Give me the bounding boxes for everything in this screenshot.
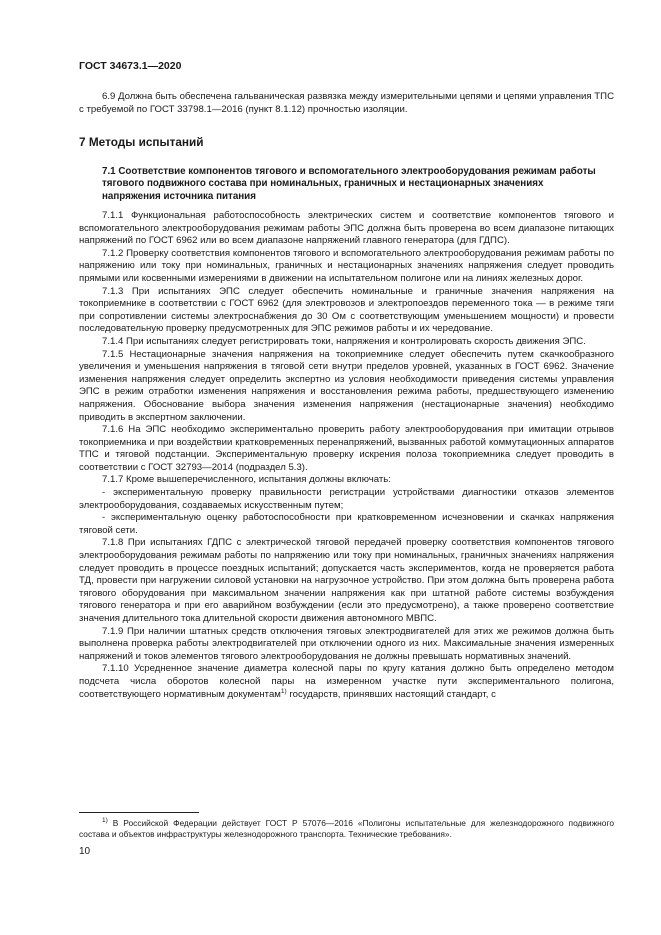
paragraph-7-1-4: 7.1.4 При испытаниях следует регистрировать токи, напряжения и контролировать скорость движения ЭПС. <box>102 335 586 347</box>
paragraph-7-1-10-text: 7.1.10 Усредненное значение диаметра колесной пары по кругу катания должно быть определено методом подсчета числа оборотов колесной пары на измеренном участке пути экспериментального полигона, соответствующего нормативным документам <box>79 663 614 700</box>
paragraph-7-1-5: 7.1.5 Нестационарные значения напряжения на токоприемнике следует обеспечить путем скачкообразного увеличения и уменьшения напряжения в тяговой сети внутри пределов уровней, указанных в ГОСТ 6962. Значение изменения напряжения следует определить экспертно из условия необходимости приведения системы управления ЭПС в режим отработки изменения напряжения и восстановления режима работы, предшествующего изменению напряжения. Обоснование выбора значения изменения напряжения (нестационарные значения) необходимо приводить в экспертном заключении. <box>79 348 614 423</box>
document-header-code: ГОСТ 34673.1—2020 <box>79 60 182 72</box>
paragraph-7-1-1: 7.1.1 Функциональная работоспособность электрических систем и соответствие компонентов тягового и вспомогательного электрооборудования режимам работы ЭПС должна быть проверена во всем диапазоне питающих напряжений по ГОСТ 6962 или во всем диапазоне напряжений главного генератора (для ГДПС). <box>79 210 614 247</box>
section-title: 7 Методы испытаний <box>79 135 204 149</box>
subsection-title: 7.1 Соответствие компонентов тягового и вспомогательного электрооборудования режимам работы тягового подвижного состава при номинальных, граничных и нестационарных значениях напряжения источника питания <box>102 166 596 202</box>
page-number: 10 <box>79 846 91 857</box>
paragraph-7-1-6: 7.1.6 На ЭПС необходимо экспериментально проверить работу электрооборудования при имитации отрывов токоприемника и при воздействии кратковременных перенапряжений, вызванных работой коммутационных аппаратов ТПС и тяговой подстанции. Экспериментальную проверку искрения полоза токоприемника следует проводить в соответствии с ГОСТ 32793—2014 (подраздел 5.3). <box>79 424 614 473</box>
footnote <box>79 818 614 840</box>
footnote-marker: 1) <box>102 817 108 824</box>
paragraph-6-9: 6.9 Должна быть обеспечена гальваническая развязка между измерительными цепями и цепями управления ТПС с требуемой по ГОСТ 33798.1—2016 (пункт 8.1.12) прочностью изоляции. <box>79 91 614 115</box>
paragraph-7-1-2: 7.1.2 Проверку соответствия компонентов тягового и вспомогательного электрооборудования режимам работы по напряжению или току при номинальных, граничных и нестационарных значениях напряжения следует проводить прямыми или косвенными измерениями в движении на испытательном полигоне или на линиях железных дорог. <box>79 247 614 284</box>
footnote-divider <box>79 812 199 813</box>
list-item: - экспериментальную оценку работоспособности при кратковременном исчезновении и скачках напряжения тяговой сети. <box>79 512 614 536</box>
footnote-reference: 1) <box>280 687 287 695</box>
intro-block <box>79 91 614 116</box>
footnote-text: В Российской Федерации действует ГОСТ Р 57076—2016 «Полигоны испытательные для железнодорожного подвижного состава и объектов инфраструктуры железнодорожного транспорта. Технические требования». <box>79 818 614 839</box>
paragraph-7-1-7: 7.1.7 Кроме вышеперечисленного, испытания должны включать: <box>102 474 391 486</box>
paragraph-7-1-3: 7.1.3 При испытаниях ЭПС следует обеспечить номинальные и граничные значения напряжения на токоприемнике в соответствии с ГОСТ 6962 (для электровозов и электропоездов переменного тока — в режиме тяги при сопротивлении системы электроснабжения до 30 Ом с соответствующим уменьшением мощности) и провести последовательную проверку предусмотренных для ЭПС режимов работы и их чередование. <box>79 285 614 335</box>
paragraph-7-1-8: 7.1.8 При испытаниях ГДПС с электрической тяговой передачей проверку соответствия компонентов тягового электрооборудования режимам работы по напряжению или току при номинальных, граничных значениях напряжения следует проводить в процессе поездных испытаний; допускается часть экспериментов, когда не проверяется работа ТД, провести при нагружении силовой установки на нагрузочное устройство. При этом должна быть проверена работа тягового оборудования при максимальном значении напряжения как при штатной работе системы возбуждения тягового генератора и при его аварийном возбуждении (если это предусмотрено), а также проверено соответствие значения длительного тока длительной скорости движения автономного МВПС. <box>79 537 614 624</box>
main-text-block <box>79 210 614 701</box>
paragraph-7-1-9: 7.1.9 При наличии штатных средств отключения тяговых электродвигателей для этих же режимов должна быть выполнена проверка работы электродвигателей при отключении одного из них. Максимальные значения измеренных напряжений и токов элементов тягового электрооборудования не должны превышать нормативных значений. <box>79 625 614 662</box>
paragraph-7-1-10 <box>79 663 614 701</box>
paragraph-7-1-10-tail: государств, принявших настоящий стандарт, с <box>286 688 496 700</box>
list-item: - экспериментальную проверку правильности регистрации устройствами диагностики отказов элементов электрооборудования, создаваемых искусственным путем; <box>79 487 614 511</box>
